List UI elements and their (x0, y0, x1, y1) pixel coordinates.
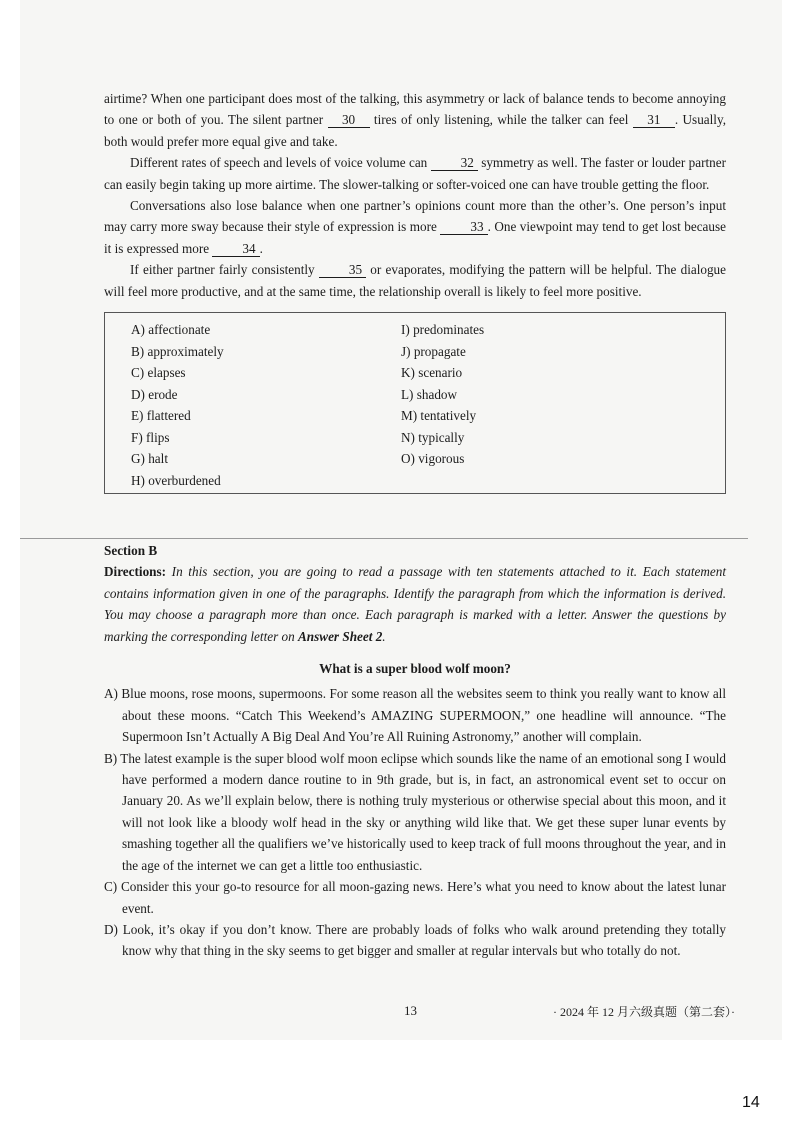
part-a-passage (104, 88, 726, 494)
word-option: E) flattered (131, 408, 191, 424)
word-bank-right-column (401, 319, 484, 470)
word-option: M) tentatively (401, 408, 477, 424)
paragraph-text: . Usually, both would prefer more equal give and take. (104, 112, 726, 149)
directions-label: Directions: (104, 564, 167, 580)
blank-31: 31 (633, 113, 675, 128)
paragraph-text: . (259, 240, 263, 256)
paragraph-3 (104, 195, 726, 259)
outer-page-number: 14 (742, 1094, 760, 1111)
section-b (104, 540, 726, 962)
page-number: 13 (404, 1003, 417, 1018)
paragraph-2 (104, 152, 726, 195)
blank-30: 30 (328, 113, 370, 128)
exam-note: · 2024 年 12 月六级真题（第二套）· (553, 1005, 735, 1019)
blank-33: 33 (440, 220, 487, 235)
blank-35: 35 (319, 263, 366, 278)
blank-32: 32 (431, 156, 478, 171)
word-bank-box (104, 312, 726, 494)
paragraph-text: Different rates of speech and levels of voice volume can (130, 155, 431, 171)
word-option: K) scenario (401, 365, 463, 381)
paragraph-text: Conversations also lose balance when one partner’s opinions count more than the other’s. One person’s input may carry more sway because their style of expression is more (104, 198, 726, 235)
paragraph-text: If either partner fairly consistently (130, 262, 319, 278)
passage-paragraph-c: C) Consider this your go-to resource for all moon-gazing news. Here’s what you need to know about the latest lunar event. (104, 879, 726, 916)
directions-text: In this section, you are going to read a passage with ten statements attached to it. Each statement contains information given in one of the paragraphs. Identify the paragraph from which the information is derived. You may choose a paragraph more than once. Each paragraph is marked with a letter. Answer the questions by marking the corresponding letter on (104, 564, 726, 644)
word-option: I) predominates (401, 322, 485, 338)
section-divider (20, 538, 748, 539)
passage-paragraph-b: B) The latest example is the super blood wolf moon eclipse which sounds like the name of an emotional song I would have performed a modern dance routine to in 9th grade, but is, in fact, an astronomical event set to occur on January 20. As we’ll explain below, there is nothing truly mysterious or otherwise special about this moon, and it will not look like a bloody wolf head in the sky or anything wild like that. We get these super lunar events by smashing together all the qualifiers we’ve historically used to keep track of full moons throughout the year, and in the age of the internet we can get a little too enthusiastic. (104, 750, 726, 873)
section-title: Section B (104, 543, 158, 558)
word-option: J) propagate (401, 343, 466, 359)
paragraph-4 (104, 259, 726, 302)
passage-paragraph-a: A) Blue moons, rose moons, supermoons. For some reason all the websites seem to think you really want to know all about these moons. “Catch This Weekend’s AMAZING SUPERMOON,” one headline will announce. “The Supermoon Isn’t Actually A Big Deal And You’re All Ruining Astronomy,” another will complain. (104, 686, 726, 745)
word-option: G) halt (131, 451, 168, 467)
word-option: F) flips (131, 429, 170, 445)
paragraph-text: or evaporates, modifying the pattern will be helpful. The dialogue will feel more productive, and at the same time, the relationship overall is likely to feel more positive. (104, 262, 727, 299)
word-option: C) elapses (131, 365, 186, 381)
word-option: O) vigorous (401, 451, 465, 467)
passage-title: What is a super blood wolf moon? (319, 661, 511, 677)
word-bank-left-column (131, 319, 224, 491)
directions (104, 561, 726, 647)
answer-sheet-label: Answer Sheet 2 (298, 628, 383, 644)
paragraph-text: tires of only listening, while the talker can feel (369, 112, 633, 128)
directions-period: . (382, 628, 386, 644)
word-option: A) affectionate (131, 322, 211, 338)
passage-paragraph-d: D) Look, it’s okay if you don’t know. There are probably loads of folks who walk around pretending they totally know why that thing in the sky seems to get bigger and smaller at regular intervals but who totally do not. (104, 921, 726, 959)
paragraph-1 (104, 88, 726, 152)
word-option: N) typically (401, 429, 465, 445)
word-option: L) shadow (401, 386, 458, 402)
paragraph-text: airtime? When one participant does most of the talking, this asymmetry or lack of balance tends to become annoying to one or both of you. The silent partner (104, 91, 726, 128)
paragraph-text: . One viewpoint may tend to get lost because it is expressed more (104, 219, 726, 256)
word-option: H) overburdened (131, 472, 221, 488)
paragraph-text: symmetry as well. The faster or louder partner can easily begin taking up more airtime. The slower-talking or softer-voiced one can have trouble getting the floor. (104, 155, 726, 192)
word-option: D) erode (131, 386, 178, 402)
blank-34: 34 (212, 242, 259, 257)
word-option: B) approximately (131, 343, 224, 359)
